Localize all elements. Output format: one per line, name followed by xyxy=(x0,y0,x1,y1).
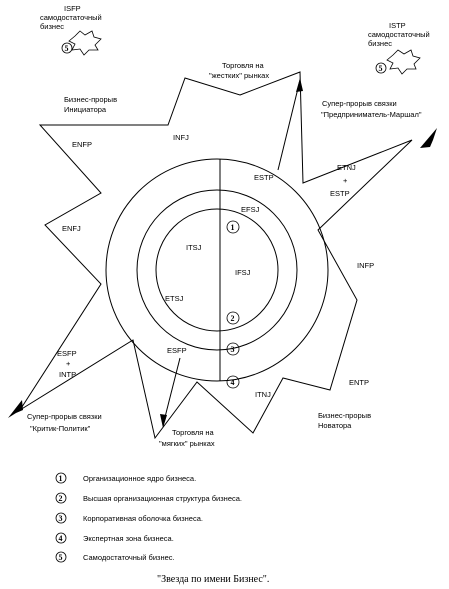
soft-markets-line1: Торговля на xyxy=(172,428,214,437)
soft-markets-line2: "мягких" рынках xyxy=(159,439,215,448)
innovator-line2: Новатора xyxy=(318,421,352,430)
legend-number-4: 4 xyxy=(58,534,63,543)
legend-text-3: Корпоративная оболочка бизнеса. xyxy=(83,514,203,523)
inner-label-efsj: EFSJ xyxy=(241,205,260,214)
outer-ring xyxy=(106,159,328,381)
initiator-line1: Бизнес-прорыв xyxy=(64,95,118,104)
hard-markets-arrowhead xyxy=(296,78,303,92)
ring-label-esfp: ESFP xyxy=(167,346,187,355)
isfp-line2: самодостаточный xyxy=(40,13,102,22)
legend-number-1: 1 xyxy=(58,474,63,483)
star-label-infj: INFJ xyxy=(173,133,189,142)
legend xyxy=(56,473,242,562)
inner-label-etsj: ETSJ xyxy=(165,294,184,303)
diagram-caption: "Звезда по имени Бизнес". xyxy=(157,574,270,585)
legend-text-4: Экспертная зона бизнеса. xyxy=(83,534,174,543)
star-label-entp: ENTP xyxy=(349,378,370,387)
zone-number-4: 4 xyxy=(230,378,235,387)
legend-number-5: 5 xyxy=(58,553,63,562)
star-label-esfp-left: ESFP xyxy=(57,349,77,358)
istp-title: ISTP xyxy=(389,21,406,30)
zone-number-5-left: 5 xyxy=(64,44,69,53)
legend-number-3: 3 xyxy=(58,514,63,523)
initiator-line2: Инициатора xyxy=(64,105,107,114)
zone-number-1: 1 xyxy=(230,223,235,232)
critic-line2: "Критик-Политик" xyxy=(30,424,91,433)
hard-markets-line1: Торговля на xyxy=(222,61,264,70)
marshal-line2: "Предприниматель-Маршал" xyxy=(321,110,422,119)
star-label-infp: INFP xyxy=(357,261,375,270)
hard-markets-arrow xyxy=(278,80,300,170)
isfp-title: ISFP xyxy=(64,4,81,13)
legend-text-1: Организационное ядро бизнеса. xyxy=(83,474,197,483)
inner-ring xyxy=(156,209,278,331)
middle-ring xyxy=(137,190,297,350)
star-label-plus-left: + xyxy=(66,359,71,368)
star-label-plus-right: + xyxy=(343,176,348,185)
center-label: ITSJ xyxy=(186,243,202,252)
cloud-shape-right xyxy=(387,50,420,74)
inner-label-ifsj: IFSJ xyxy=(235,268,251,277)
star-label-enfj: ENFJ xyxy=(62,224,81,233)
hard-markets-line2: "жестких" рынках xyxy=(209,71,270,80)
cloud-shape-left xyxy=(69,31,101,55)
ring-label-estp: ESTP xyxy=(254,173,274,182)
star-label-etnj: ETNJ xyxy=(337,163,356,172)
zone-number-2: 2 xyxy=(230,314,235,323)
legend-text-5: Самодостаточный бизнес. xyxy=(83,553,175,562)
istp-line2: самодостаточный xyxy=(368,30,430,39)
marshal-line1: Супер-прорыв связки xyxy=(322,99,397,108)
star-label-enfp: ENFP xyxy=(72,140,93,149)
critic-line1: Супер-прорыв связки xyxy=(27,412,102,421)
soft-markets-arrowhead xyxy=(160,414,167,428)
istp-line3: бизнес xyxy=(368,39,392,48)
innovator-line1: Бизнес-прорыв xyxy=(318,411,372,420)
star-label-itnj: ITNJ xyxy=(255,390,271,399)
legend-text-2: Высшая организационная структура бизнеса. xyxy=(83,494,242,503)
marshal-arrowhead xyxy=(420,128,437,148)
isfp-line3: бизнес xyxy=(40,22,64,31)
zone-number-3: 3 xyxy=(230,345,235,354)
zone-number-5-right: 5 xyxy=(378,64,383,73)
legend-number-2: 2 xyxy=(58,494,63,503)
critic-arrowhead xyxy=(8,400,23,418)
star-label-intp: INTP xyxy=(59,370,77,379)
star-label-estp-right: ESTP xyxy=(330,189,350,198)
